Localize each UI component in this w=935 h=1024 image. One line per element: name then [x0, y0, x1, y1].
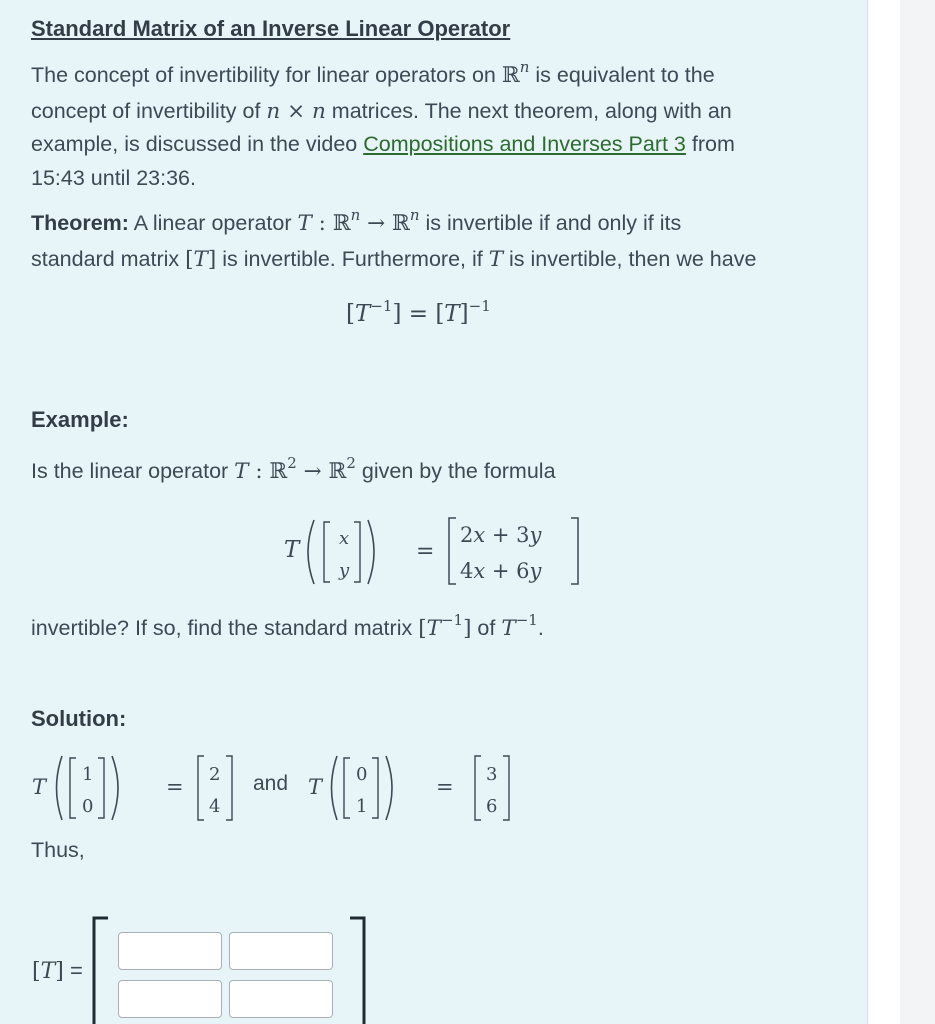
right-margin	[868, 0, 900, 1024]
intro-paragraph: The concept of invertibility for linear operators on ℝ$^n$ is equivalent to the concept of invertibility of n × n matrices. The next theorem, along with an example, is discussed in the video Compositions and Inverses Part 3 from 15:43 until 23:36.	[31, 58, 735, 190]
thus-text: Thus,	[31, 838, 85, 862]
matrix-input-r2c2[interactable]	[229, 980, 333, 1018]
svg-text:2x + 3y: 2x + 3y	[460, 523, 542, 547]
example-label: Example:	[31, 407, 129, 432]
svg-text:T: T	[32, 775, 47, 799]
theorem-label: Theorem:	[31, 211, 129, 235]
example-question-line2: invertible? If so, find the standard matrix $[T^{-1}]$ of $T^{-1}$.	[31, 611, 544, 641]
and-word: and	[253, 772, 289, 795]
svg-text:0: 0	[82, 796, 94, 817]
solution-label: Solution:	[31, 706, 127, 731]
example-question-line1: Is the linear operator T : ℝ$^2$ → ℝ$^2$ given by the formula	[31, 454, 556, 484]
theorem-paragraph: Theorem: A linear operator T : ℝ$^n$ → ℝ$^n$ is invertible if and only if its standard matrix [T] is invertible. Furthermore, if T is invertible, then we have	[31, 206, 757, 272]
svg-text:y: y	[339, 560, 350, 581]
svg-text:=: =	[416, 539, 435, 564]
matrix-input-r1c2[interactable]	[229, 932, 333, 970]
svg-text:=: =	[436, 775, 454, 799]
svg-text:T: T	[284, 537, 300, 563]
video-link[interactable]: Compositions and Inverses Part 3	[363, 132, 686, 156]
svg-text:1: 1	[356, 796, 368, 817]
operator-formula	[284, 514, 604, 590]
svg-text:3: 3	[486, 764, 498, 785]
section-title: Standard Matrix of an Inverse Linear Operator	[31, 16, 511, 41]
svg-text:T: T	[308, 775, 323, 799]
svg-text:=: =	[166, 775, 184, 799]
standard-matrix-label: [T] =	[32, 958, 83, 984]
svg-text:4: 4	[209, 796, 221, 817]
svg-text:0: 0	[356, 764, 368, 785]
svg-text:6: 6	[486, 796, 498, 817]
svg-text:2: 2	[209, 764, 221, 785]
inverse-identity-equation: $[T^{-1}] = [T]^{-1}$	[346, 297, 491, 327]
svg-text:x: x	[339, 528, 350, 549]
svg-text:4x + 6y: 4x + 6y	[460, 559, 542, 583]
matrix-input-r2c1[interactable]	[118, 980, 222, 1018]
matrix-input-r1c1[interactable]	[118, 932, 222, 970]
svg-text:1: 1	[82, 764, 94, 785]
